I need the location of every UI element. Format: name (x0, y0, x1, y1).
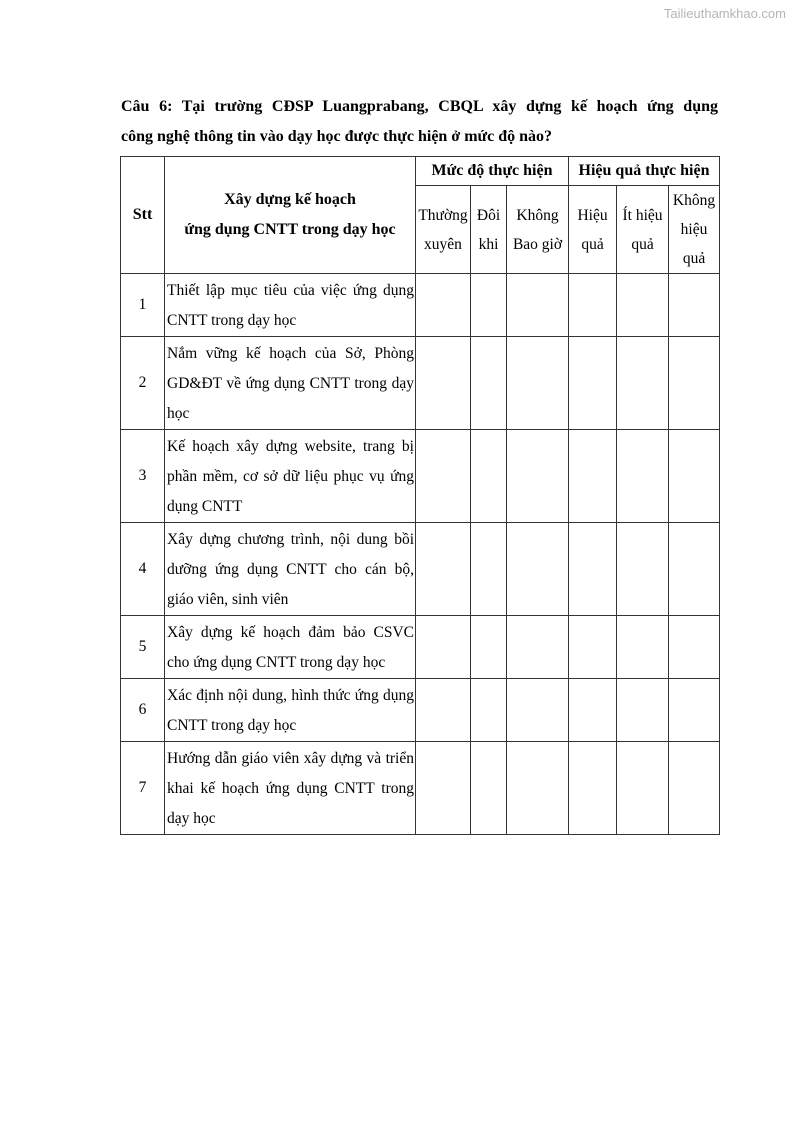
plan-header-line-1: Xây dựng kế hoạch (224, 191, 356, 208)
row-description-text: Xác định nội dung, hình thức ứng dụng CNTT trong dạy học (167, 687, 414, 734)
answer-cell-thuong-xuyen[interactable] (416, 679, 471, 742)
sub-header-line: Thường (418, 206, 468, 224)
answer-cell-khong-hieu-qua[interactable] (669, 430, 720, 523)
row-stt: 6 (121, 679, 165, 742)
header-row-groups (121, 157, 720, 186)
sub-header-line: quả (631, 235, 654, 253)
plan-header (165, 157, 416, 274)
answer-cell-khong-bao-gio[interactable] (507, 337, 569, 430)
row-stt: 4 (121, 523, 165, 616)
sub-header-line: hiệu (680, 221, 708, 238)
table-row (121, 430, 720, 523)
question-line-1: Câu 6: Tại trường CĐSP Luangprabang, CBQL xây dựng kế hoạch ứng dụng (121, 98, 718, 115)
row-description-text: Hướng dẫn giáo viên xây dựng và triển khai kế hoạch ứng dụng CNTT trong dạy học (167, 750, 414, 827)
group-level-header: Mức độ thực hiện (416, 157, 569, 186)
table-row (121, 616, 720, 679)
row-description-text: Kế hoạch xây dựng website, trang bị phần mềm, cơ sở dữ liệu phục vụ ứng dụng CNTT (167, 438, 414, 515)
row-stt: 7 (121, 742, 165, 835)
answer-cell-it-hieu-qua[interactable] (617, 742, 669, 835)
row-description-text: Nắm vững kế hoạch của Sở, Phòng GD&ĐT về ứng dụng CNTT trong dạy học (167, 345, 414, 422)
row-description (165, 337, 416, 430)
sub-header-line: quả (682, 250, 706, 267)
answer-cell-thuong-xuyen[interactable] (416, 274, 471, 337)
answer-cell-hieu-qua[interactable] (569, 523, 617, 616)
answer-cell-thuong-xuyen[interactable] (416, 337, 471, 430)
answer-cell-khong-bao-gio[interactable] (507, 679, 569, 742)
table-row (121, 337, 720, 430)
table-row (121, 274, 720, 337)
sub-header-khong-bao-gio (507, 186, 569, 274)
answer-cell-it-hieu-qua[interactable] (617, 523, 669, 616)
sub-header-hieu-qua (569, 186, 617, 274)
answer-cell-thuong-xuyen[interactable] (416, 523, 471, 616)
answer-cell-thuong-xuyen[interactable] (416, 742, 471, 835)
row-description (165, 679, 416, 742)
sub-header-line: Ít hiệu (622, 206, 663, 224)
row-description (165, 742, 416, 835)
row-description-text: Thiết lập mục tiêu của việc ứng dụng CNTT trong dạy học (167, 282, 414, 329)
answer-cell-doi-khi[interactable] (471, 742, 507, 835)
answer-cell-khong-hieu-qua[interactable] (669, 616, 720, 679)
answer-cell-khong-bao-gio[interactable] (507, 274, 569, 337)
table-row (121, 679, 720, 742)
answer-cell-khong-hieu-qua[interactable] (669, 742, 720, 835)
answer-cell-it-hieu-qua[interactable] (617, 679, 669, 742)
sub-header-doi-khi (471, 186, 507, 274)
row-description (165, 430, 416, 523)
sub-header-line: Bao giờ (512, 235, 563, 253)
answer-cell-thuong-xuyen[interactable] (416, 616, 471, 679)
row-description-text: Xây dựng chương trình, nội dung bồi dưỡng ứng dụng CNTT cho cán bộ, giáo viên, sinh viên (167, 531, 414, 608)
sub-header-line: quả (581, 235, 604, 253)
answer-cell-thuong-xuyen[interactable] (416, 430, 471, 523)
plan-header-line-2: ứng dụng CNTT trong dạy học (184, 221, 396, 238)
answer-cell-doi-khi[interactable] (471, 337, 507, 430)
sub-header-khong-hieu-qua (669, 186, 720, 274)
stt-header: Stt (121, 157, 165, 274)
survey-table (120, 156, 720, 835)
sub-header-line: Đôi (476, 206, 501, 224)
row-stt: 1 (121, 274, 165, 337)
answer-cell-it-hieu-qua[interactable] (617, 430, 669, 523)
table-row (121, 742, 720, 835)
answer-cell-doi-khi[interactable] (471, 679, 507, 742)
answer-cell-it-hieu-qua[interactable] (617, 337, 669, 430)
answer-cell-doi-khi[interactable] (471, 616, 507, 679)
answer-cell-hieu-qua[interactable] (569, 430, 617, 523)
sub-header-line: Không (516, 206, 559, 224)
answer-cell-khong-hieu-qua[interactable] (669, 679, 720, 742)
row-stt: 3 (121, 430, 165, 523)
answer-cell-khong-hieu-qua[interactable] (669, 337, 720, 430)
table-row (121, 523, 720, 616)
answer-cell-hieu-qua[interactable] (569, 679, 617, 742)
answer-cell-it-hieu-qua[interactable] (617, 616, 669, 679)
answer-cell-doi-khi[interactable] (471, 274, 507, 337)
sub-header-it-hieu-qua (617, 186, 669, 274)
answer-cell-hieu-qua[interactable] (569, 616, 617, 679)
answer-cell-khong-bao-gio[interactable] (507, 616, 569, 679)
row-description (165, 616, 416, 679)
answer-cell-doi-khi[interactable] (471, 430, 507, 523)
answer-cell-hieu-qua[interactable] (569, 274, 617, 337)
answer-cell-hieu-qua[interactable] (569, 337, 617, 430)
answer-cell-it-hieu-qua[interactable] (617, 274, 669, 337)
answer-cell-doi-khi[interactable] (471, 523, 507, 616)
answer-cell-khong-hieu-qua[interactable] (669, 274, 720, 337)
row-description-text: Xây dựng kế hoạch đảm bảo CSVC cho ứng dụng CNTT trong dạy học (167, 624, 414, 671)
answer-cell-khong-bao-gio[interactable] (507, 742, 569, 835)
row-description (165, 523, 416, 616)
sub-header-line: Không (672, 192, 716, 209)
watermark-text: Tailieuthamkhao.com (663, 6, 786, 21)
answer-cell-khong-bao-gio[interactable] (507, 430, 569, 523)
sub-header-line: xuyên (424, 235, 462, 253)
question-line-2: công nghệ thông tin vào dạy học được thực hiện ở mức độ nào? (121, 128, 553, 145)
group-effect-header: Hiệu quả thực hiện (569, 157, 720, 186)
row-stt: 5 (121, 616, 165, 679)
question-text (121, 92, 718, 152)
answer-cell-khong-hieu-qua[interactable] (669, 523, 720, 616)
row-description (165, 274, 416, 337)
answer-cell-hieu-qua[interactable] (569, 742, 617, 835)
answer-cell-khong-bao-gio[interactable] (507, 523, 569, 616)
sub-header-line: Hiệu (577, 206, 608, 224)
row-stt: 2 (121, 337, 165, 430)
sub-header-thuong-xuyen (416, 186, 471, 274)
sub-header-line: khi (478, 235, 499, 253)
